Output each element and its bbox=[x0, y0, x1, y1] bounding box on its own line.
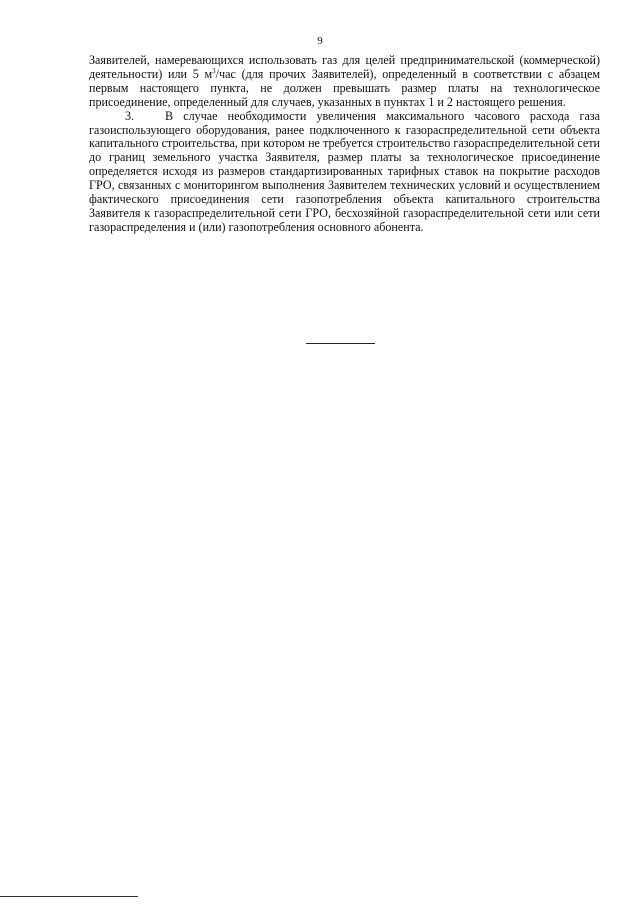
continuation-text-part1: Заявителей, намеревающихся использовать газ для целей предпринимательской (коммерческой) деятельности) или 5 м bbox=[89, 53, 600, 81]
cubic-superscript: 3 bbox=[212, 66, 216, 75]
continuation-paragraph bbox=[89, 54, 600, 110]
document-body bbox=[89, 54, 600, 235]
end-of-text-rule bbox=[306, 343, 375, 344]
item-3-number: 3. bbox=[125, 108, 135, 123]
continuation-text-part2: /час (для прочих Заявителей), определенный в соответствии с абзацем первым настоящего пункта, не должен превышать размер платы на технологическое присоединение, определенный для случаев, указанных в пунктах 1 и 2 настоящего решения. bbox=[89, 66, 600, 109]
page-number: 9 bbox=[317, 35, 323, 47]
footer-rule bbox=[0, 896, 138, 897]
item-3-text: В случае необходимости увеличения максимального часового расхода газа газоиспользующего оборудования, ранее подключенного к газораспределительной сети объекта капитального строительства, при котором не требуется строительство газораспределительной сети до границ земельного участка Заявителя, размер платы за технологическое присоединение определяется исходя из размеров стандартизированных тарифных ставок на покрытие расходов ГРО, связанных с мониторингом выполнения Заявителем технических условий и осуществлением фактического присоединения сети газопотребления объекта капитального строительства Заявителя к газораспределительной сети ГРО, бесхозяйной газораспределительной сети или сети газораспределения и (или) газопотребления основного абонента. bbox=[89, 108, 600, 234]
item-3-paragraph bbox=[89, 110, 600, 235]
